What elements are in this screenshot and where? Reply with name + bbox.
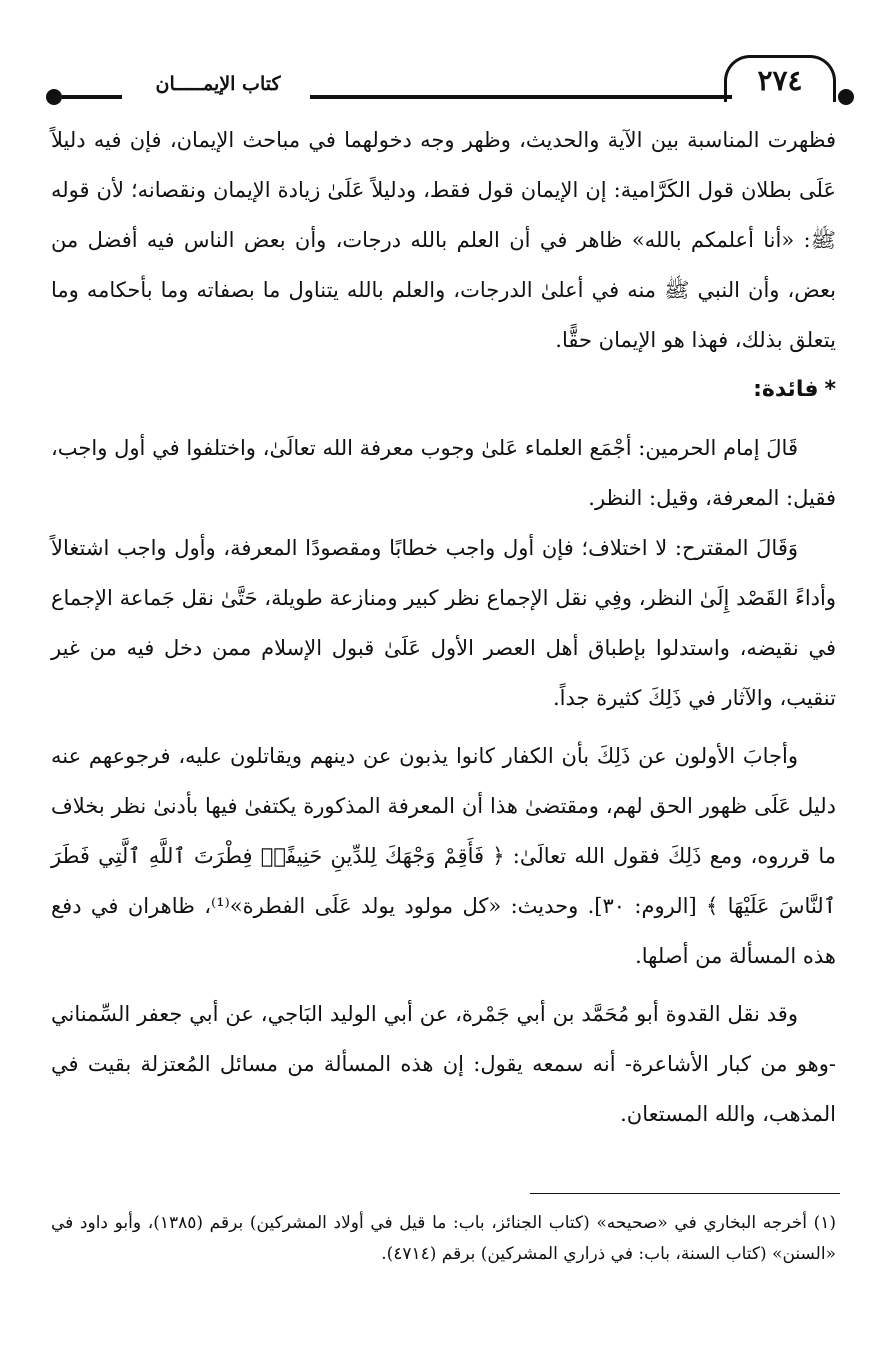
header-rule-short <box>62 95 122 99</box>
footnotes <box>51 1208 836 1270</box>
running-title: كتاب الإيمـــــان <box>155 73 281 95</box>
paragraph: وقد نقل القدوة أبو مُحَمَّد بن أبي جَمْرة، عن أبي الوليد البَاجي، عن أبي جعفر السِّمناني -وهو من كبار الأشاعرة- أنه سمعه يقول: إن هذه المسألة من مسائل المُعتزلة بقيت في المذهب، والله المستعان. <box>51 1002 836 1126</box>
page-number: ٢٧٤ <box>724 55 836 102</box>
header-rule <box>310 95 732 99</box>
footnote-separator <box>530 1193 840 1194</box>
section-heading-label: فائدة: <box>753 377 819 402</box>
main-text <box>51 115 836 1139</box>
header-ornament-dot-right <box>838 89 854 105</box>
paragraph: قَالَ إمام الحرمين: أجْمَع العلماء عَلىٰ وجوب معرفة الله تعالَىٰ، واختلفوا في أول واجب، فقيل: المعرفة، وقيل: النظر. <box>51 436 836 510</box>
footnote: (١) أخرجه البخاري في «صحيحه» (كتاب الجنائز، باب: ما قيل في أولاد المشركين) برقم (١٣٨٥)، وأبو داود في «السنن» (كتاب السنة، باب: في ذراري المشركين) برقم (٤٧١٤). <box>51 1213 836 1264</box>
paragraph: وأجابَ الأولون عن ذَلِكَ بأن الكفار كانوا يذبون عن دينهم ويقاتلون عليه، فرجوعهم عنه دليل عَلَى ظهور الحق لهم، ومقتضىٰ هذا أن المعرفة المذكورة يكتفىٰ فيها بأدنىٰ نظر بخلاف ما قرروه، ومع ذَلِكَ فقول الله تعالَىٰ: ﴿ فَأَقِمْ وَجْهَكَ لِلدِّينِ حَنِيفًاۚ فِطْرَتَ ٱللَّهِ ٱلَّتِي فَطَرَ ٱلنَّاسَ عَلَيْهَا ﴾ [الروم: ٣٠]. وحديث: «كل مولود يولد عَلَى الفطرة»⁽¹⁾، ظاهران في دفع هذه المسألة من أصلها. <box>51 744 836 968</box>
section-heading <box>51 365 836 415</box>
paragraph: فظهرت المناسبة بين الآية والحديث، وظهر وجه دخولهما في مباحث الإيمان، فإن فيه دليلاً عَلَى بطلان قول الكَرَّامية: إن الإيمان قول فقط، ودليلاً عَلَىٰ زيادة الإيمان ونقصانه؛ لأن قوله ﷺ: «أنا أعلمكم بالله» ظاهر في أن العلم بالله درجات، وأن بعض الناس فيه أفضل من بعض، وأن النبي ﷺ منه في أعلىٰ الدرجات، والعلم بالله يتناول ما بصفاته وما بأحكامه وما يتعلق بذلك، فهذا هو الإيمان حقًّا. <box>51 128 836 352</box>
star-icon: * <box>824 377 836 402</box>
page-header <box>40 55 840 107</box>
header-ornament-dot-left <box>46 89 62 105</box>
paragraph: وَقَالَ المقترح: لا اختلاف؛ فإن أول واجب خطابًا ومقصودًا المعرفة، وأول واجب اشتغالاً وأداءً القَصْد إِلَىٰ النظر، وفِي نقل الإجماع نظر كبير ومنازعة طويلة، حَتَّىٰ نقل جَماعة الإجماع في نقيضه، واستدلوا بإطباق أهل العصر الأول عَلَىٰ قبول الإسلام ممن دخل فيه من غير تنقيب، والآثار في ذَلِكَ كثيرة جداً. <box>51 536 836 710</box>
